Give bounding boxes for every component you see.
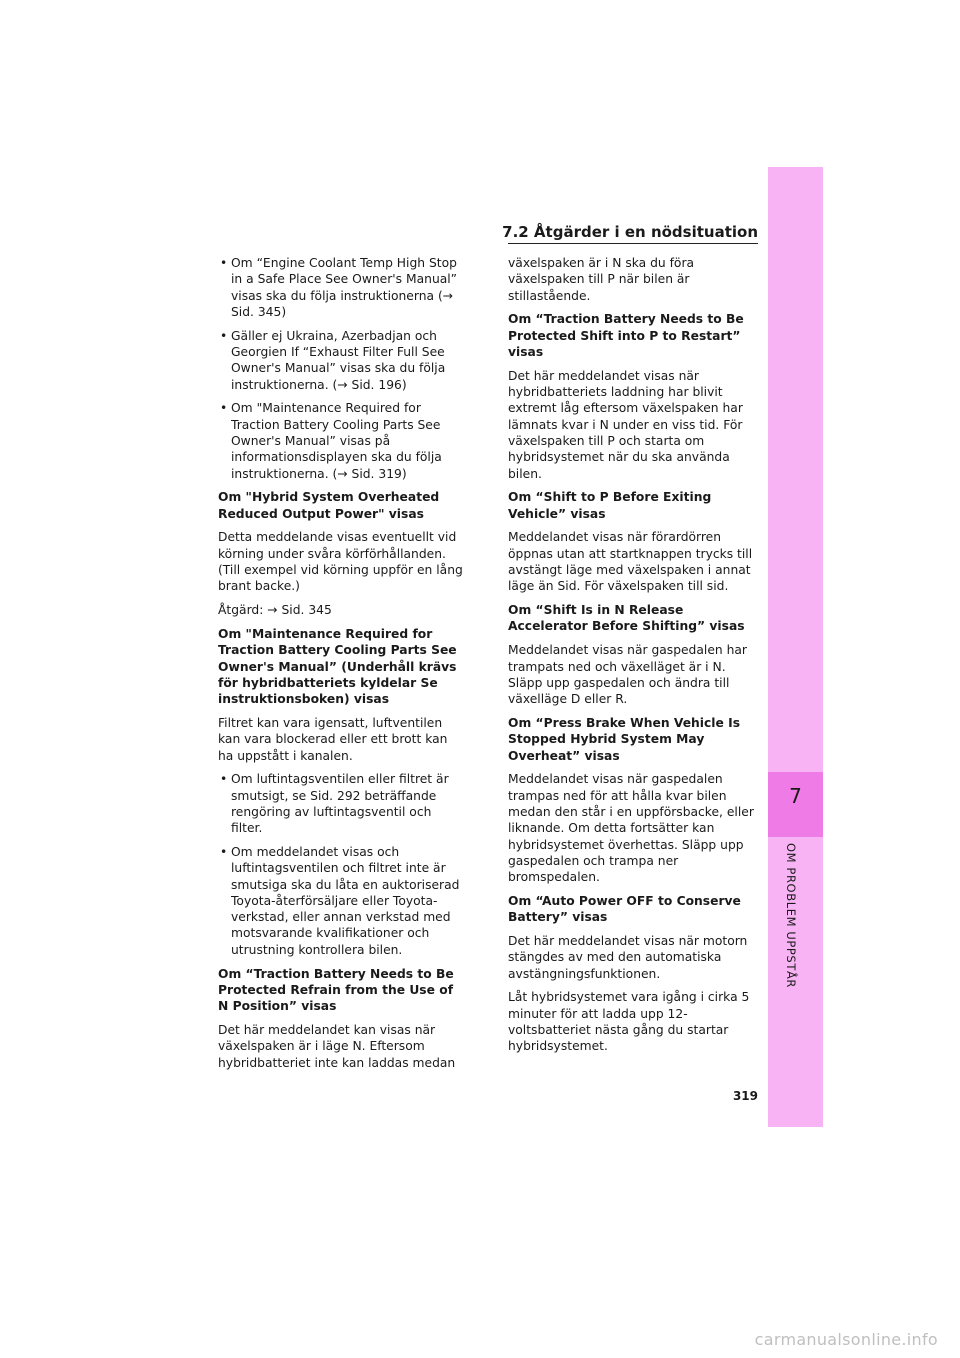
list-item: • Gäller ej Ukraina, Azerbadjan och Georgien If “Exhaust Filter Full See Owner's Manual” visas ska du följa instruktionerna. (→ Sid. 196)	[218, 328, 464, 393]
right-column	[508, 255, 754, 1062]
paragraph: Meddelandet visas när gaspedalen har trampats ned och växelläget är i N. Släpp upp gaspedalen och ändra till växelläge D eller R.	[508, 643, 747, 707]
watermark: carmanualsonline.info	[754, 1330, 938, 1349]
paragraph: växelspaken är i N ska du föra växelspaken till P när bilen är stillastående.	[508, 256, 695, 303]
list-item: • Om “Engine Coolant Temp High Stop in a Safe Place See Owner's Manual” visas ska du följa instruktionerna (→ Sid. 345)	[218, 255, 464, 320]
paragraph: Åtgärd: → Sid. 345	[218, 603, 332, 618]
chapter-number: 7	[789, 784, 802, 808]
subheading: Om “Traction Battery Needs to Be Protected Shift into P to Restart” visas	[508, 312, 744, 359]
header-divider	[508, 243, 758, 244]
paragraph: Det här meddelandet kan visas när växelspaken är i läge N. Eftersom hybridbatteriet inte kan laddas medan	[218, 1022, 456, 1070]
chapter-side-tab	[768, 167, 823, 1127]
subheading: Om “Traction Battery Needs to Be Protected Refrain from the Use of N Position” visas	[218, 966, 454, 1014]
paragraph: Filtret kan vara igensatt, luftventilen kan vara blockerad eller ett brott kan ha uppstått i kanalen.	[218, 715, 448, 763]
paragraph: Meddelandet visas när förardörren öppnas utan att startknappen trycks till avstängt läge med växelspaken i annat läge än Sid. För växelspaken till sid.	[508, 530, 753, 594]
paragraph: Det här meddelandet visas när hybridbatteriets laddning har blivit extremt låg eftersom växelspaken har lämnats kvar i N under en viss tid. För växelspaken till P och starta om hybridsystemet när du ska använda bilen.	[508, 368, 743, 481]
list-item: • Om "Maintenance Required for Traction Battery Cooling Parts See Owner's Manual” visas på informationsdisplayen ska du följa instruktionerna. (→ Sid. 319)	[218, 400, 464, 481]
bullet-list-1	[218, 255, 464, 482]
paragraph: Det här meddelandet visas när motorn stängdes av med den automatiska avstängningsfunktionen.	[508, 933, 748, 981]
subheading: Om “Press Brake When Vehicle Is Stopped Hybrid System May Overheat” visas	[508, 715, 741, 763]
subheading: Om “Shift Is in N Release Accelerator Before Shifting” visas	[508, 603, 745, 634]
chapter-label: OM PROBLEM UPPSTÅR	[784, 843, 798, 989]
list-item: • Om meddelandet visas och luftintagsventilen och filtret inte är smutsiga ska du låta en auktoriserad Toyota-återförsäljare eller Toyota-verkstad, eller annan verkstad med motsvarande kvalifikationer och utrustning kontrollera bilen.	[218, 844, 464, 958]
paragraph: Meddelandet visas när gaspedalen trampas ned för att hålla kvar bilen medan den står i en uppförsbacke, eller liknande. Om detta fortsätter kan hybridsystemet överhettas. Släpp upp gaspedalen och trampa ner bromspedalen.	[508, 772, 754, 885]
page-number: 319	[732, 1089, 758, 1103]
bullet-list-2	[218, 771, 464, 958]
subheading: Om “Auto Power OFF to Conserve Battery” visas	[508, 893, 741, 925]
subheading: Om “Shift to P Before Exiting Vehicle” visas	[508, 490, 712, 521]
list-item: • Om luftintagsventilen eller filtret är smutsigt, se Sid. 292 beträffande rengöring av luftintagsventil och filter.	[218, 771, 464, 836]
section-title: 7.2 Åtgärder i en nödsituation	[502, 223, 758, 241]
paragraph: Detta meddelande visas eventuellt vid körning under svåra körförhållanden. (Till exempel vid körning uppför en lång brant backe.)	[218, 530, 463, 594]
subheading: Om "Hybrid System Overheated Reduced Output Power" visas	[218, 490, 440, 521]
subheading: Om "Maintenance Required for Traction Battery Cooling Parts See Owner's Manual” (Underhåll krävs för hybridbatteriets kyldelar Se instruktionsboken) visas	[218, 626, 457, 707]
left-column	[218, 255, 464, 1078]
paragraph: Låt hybridsystemet vara igång i cirka 5 minuter för att ladda upp 12-voltsbatteriet nästa gång du startar hybridsystemet.	[508, 990, 750, 1054]
